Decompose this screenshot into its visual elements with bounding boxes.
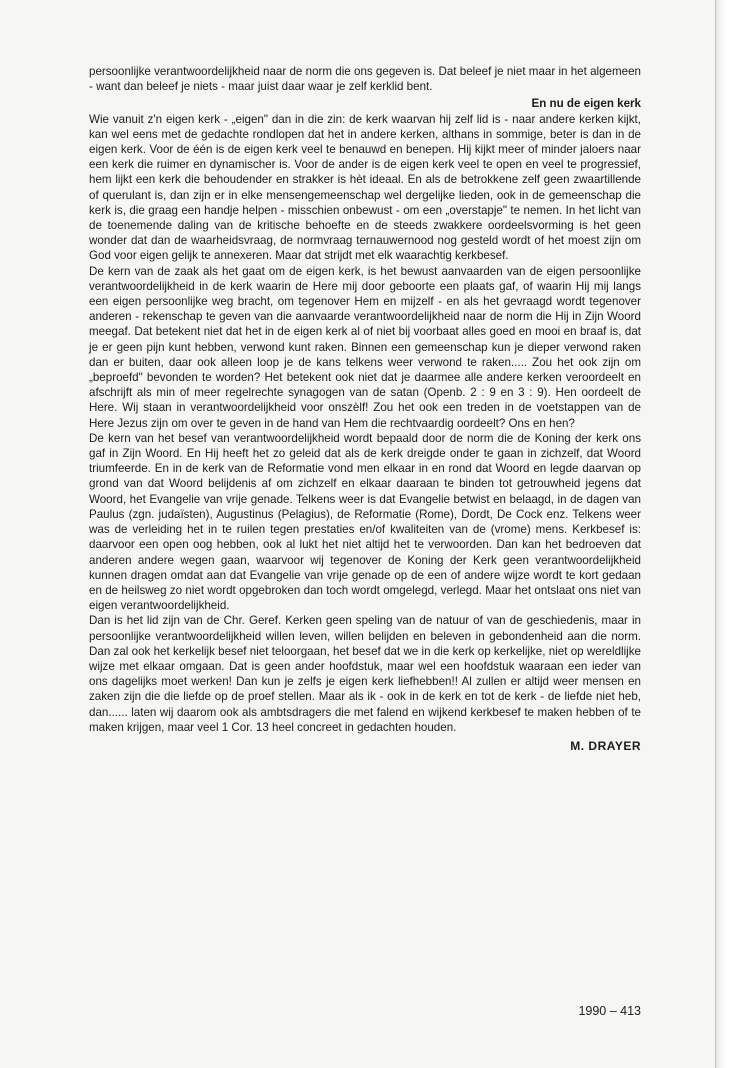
article-body bbox=[89, 64, 641, 754]
paragraph-3: De kern van het besef van verantwoordelijkheid wordt bepaald door de norm die de Koning der kerk ons gaf in Zijn Woord. En Hij heeft het zo geleid dat als de kerk dreigde onder te gaan in zichzelf, dat Woord triumfeerde. En in de kerk van de Reformatie vond men elkaar in en rond dat Woord en legde daarvan op grond van dat Woord belijdenis af om zichzelf en elkaar daaraan te binden tot getrouwheid jegens dat Woord, het Evangelie van vrije genade. Telkens weer is dat Evangelie betwist en belaagd, in de dagen van Paulus (zgn. judaïsten), Augustinus (Pelagius), de Reformatie (Rome), Dordt, De Cock enz. Telkens weer was de verleiding het in te ruilen tegen prestaties en/of kwaliteiten van de (vrome) mens. Kerkbesef is: daarvoor een open oog hebben, ook al lukt het niet altijd het te verwoorden. Dan kan het bedroeven dat anderen andere wegen gaan, waarvoor wij tegenover de Koning der Kerk geen verantwoordelijkheid kunnen dragen omdat aan dat Evangelie van vrije genade op de een of andere wijze wordt te kort gedaan en de heilsweg zo niet wordt opgebroken dan toch wordt omgelegd, verlegd. Maar het ontslaat ons niet van eigen verantwoordelijkheid. bbox=[89, 431, 641, 613]
paragraph-4: Dan is het lid zijn van de Chr. Geref. Kerken geen speling van de natuur of van de geschiedenis, maar in persoonlijke verantwoordelijkheid willen leven, willen belijden en beleven in gebondenheid aan die norm. Dan zal ook het kerkelijk besef niet teloorgaan, het besef dat we in die kerk op kerkelijke, niet op wereldlijke wijze met elkaar omgaan. Dat is geen ander hoofdstuk, maar wel een hoofdstuk waaraan een ieder van ons dagelijks moet werken! Dan kun je zelfs je eigen kerk liefhebben!! Al zullen er altijd weer mensen en zaken zijn die die liefde op de proef stellen. Maar als ik - ook in de kerk en tot de kerk - de liefde niet heb, dan...... laten wij daarom ook als ambtsdragers die met falend en wijkend kerkbesef te maken hebben of te maken krijgen, maar veel 1 Cor. 13 heel concreet in gedachten houden. bbox=[89, 614, 641, 734]
section-heading: En nu de eigen kerk bbox=[531, 97, 641, 111]
paragraph-1: Wie vanuit z'n eigen kerk - „eigen" dan in die zin: de kerk waarvan hij zelf lid is - naar andere kerken kijkt, kan wel eens met de gedachte rondlopen dat het in andere kerken, althans in sommige, beter is dan in de eigen kerk. Voor de één is de eigen kerk veel te benauwd en benepen. Hij kijkt meer of minder jaloers naar een kerk die ruimer en dynamischer is. Voor de ander is de eigen kerk veel te open en veel te progressief, hem lijkt een kerk die behoudender en strakker is hèt ideaal. En als de betrokkene zelf geen zwaartillende of querulant is, dan zijn er in elke mensengemeenschap wel dergelijke lieden, ook in de gemeenschap die kerk is, die graag een handje helpen - misschien onbewust - om een „overstapje" te nemen. In het licht van de toenemende daling van de kritische behoefte en de steeds zwakkere oordeelsvorming is het geen wonder dat dan de waarheidsvraag, de normvraag ternauwernood nog gesteld wordt of het moest zijn om God voor eigen gelijk te annexeren. Maar dat strijdt met elk waarachtig kerkbesef. bbox=[89, 112, 641, 263]
page-number: 1990 – 413 bbox=[578, 1004, 641, 1018]
page-edge bbox=[715, 0, 738, 1068]
author-signature: M. DRAYER bbox=[570, 738, 641, 753]
intro-paragraph: persoonlijke verantwoordelijkheid naar de norm die ons gegeven is. Dat beleef je niet maar in het algemeen - want dan beleef je niets - maar juist daar waar je zelf kerklid bent. bbox=[89, 65, 641, 94]
paragraph-2: De kern van de zaak als het gaat om de eigen kerk, is het bewust aanvaarden van de eigen persoonlijke verantwoordelijkheid in de kerk waarin de Here mij door geboorte een plaats gaf, of waarin Hij mij langs een eigen persoonlijke weg bracht, om tegenover Hem en mijzelf - en als het gevraagd wordt tegenover anderen - rekenschap te geven van die aanvaarde verantwoordelijkheid naar de norm die Hij in Zijn Woord meegaf. Dat betekent niet dat het in de eigen kerk al of niet bij voorbaat alles goed en mooi en braaf is, dat je er geen pijn kunt hebben, verwond kunt raken. Binnen een gemeenschap kun je dieper verwond raken dan er buiten, daar ook alleen loop je de kans telkens weer verwond te raken..... Zou het ook zijn om „beproefd" bevonden te worden? Het betekent ook niet dat je daarmee alle andere kerken veroordeelt en afschrijft als min of meer regelrechte synagogen van de satan (Openb. 2 : 9 en 3 : 9). Hen oordeelt de Here. Wij staan in verantwoordelijkheid voor onszèlf! Zou het ook een treden in de voetstappen van de Here Jezus zijn om over te geven in de hand van Hem die rechtvaardig oordeelt? Ons en hen? bbox=[89, 264, 641, 430]
